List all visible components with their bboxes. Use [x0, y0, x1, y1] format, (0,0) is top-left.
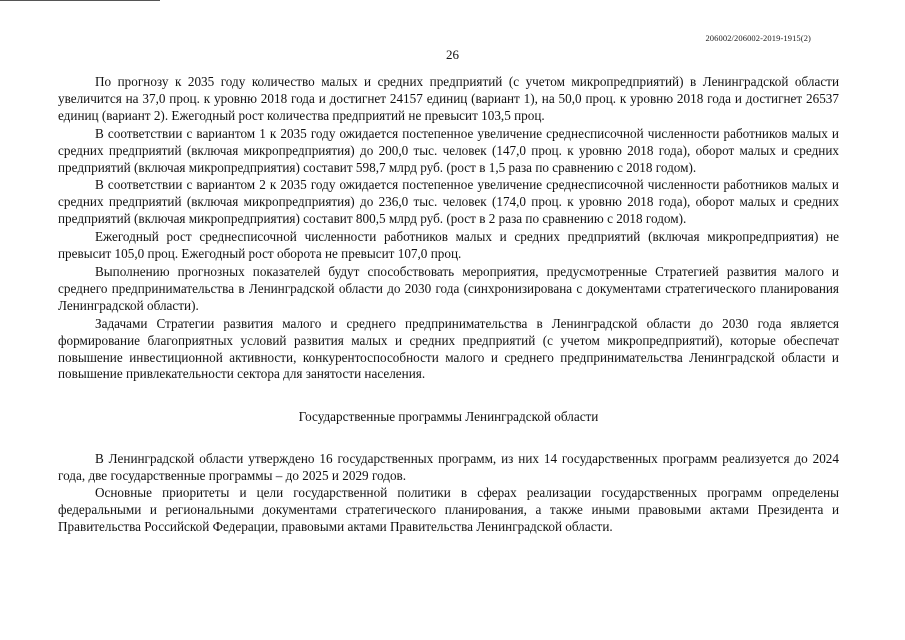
- document-id: 206002/206002-2019-1915(2): [705, 33, 811, 43]
- section-heading: Государственные программы Ленинградской области: [298, 409, 599, 425]
- paragraph-strategy-measures: Выполнению прогнозных показателей будут способствовать мероприятия, предусмотренные Стратегией развития малого и среднего предпринимательства в Ленинградской области до 2030 года (синхронизирована с документами стратегического планирования Ленинградской области).: [58, 263, 839, 313]
- paragraph-variant-2: В соответствии с вариантом 2 к 2035 году ожидается постепенное увеличение среднесписочной численности работников малых и средних предприятий (включая микропредприятия) до 236,0 тыс. человек (174,0 проц. к уровню 2018 года), оборот малых и средних предприятий (включая микропредприятия) составит 800,5 млрд руб. (рост в 2 раза по сравнению с 2018 годом).: [58, 177, 839, 227]
- page-number: 26: [446, 47, 459, 62]
- paragraph-strategy-tasks: Задачами Стратегии развития малого и среднего предпринимательства в Ленинградской области до 2030 года является формирование благоприятных условий развития малых и средних предприятий (с учетом микропредприятий), которые обеспечат повышение инвестиционной активности, конкурентоспособности малого и среднего предпринимательства Ленинградской области и повышение привлекательности сектора для занятости населения.: [58, 315, 839, 382]
- paragraph-priorities: Основные приоритеты и цели государственной политики в сферах реализации государственных программ определены федеральными и региональными документами стратегического планирования, а также иными правовыми актами Президента и Правительства Российской Федерации, правовыми актами Правительства Ленинградской области.: [58, 485, 839, 534]
- paragraph-annual-growth: Ежегодный рост среднесписочной численности работников малых и средних предприятий (включая микропредприятия) не превысит 105,0 проц. Ежегодный рост оборота не превысит 107,0 проц.: [58, 229, 839, 262]
- scan-edge-line: [0, 0, 160, 1]
- paragraph-variant-1: В соответствии с вариантом 1 к 2035 году ожидается постепенное увеличение среднесписочной численности работников малых и средних предприятий (включая микропредприятия) до 200,0 тыс. человек (147,0 проц. к уровню 2018 года), оборот малых и средних предприятий (включая микропредприятия) составит 598,7 млрд руб. (рост в 1,5 раза по сравнению с 2018 годом).: [58, 125, 839, 175]
- paragraph-state-programs: В Ленинградской области утверждено 16 государственных программ, из них 14 государственных программ реализуется до 2024 года, две государственные программы – до 2025 и 2029 годов.: [58, 451, 839, 484]
- paragraph-forecast-enterprises: По прогнозу к 2035 году количество малых и средних предприятий (с учетом микропредприятий) в Ленинградской области увеличится на 37,0 проц. к уровню 2018 года и достигнет 24157 единиц (вариант 1), на 50,0 проц. к уровню 2018 года и достигнет 26537 единиц (вариант 2). Ежегодный рост количества предприятий не превысит 103,5 проц.: [58, 74, 839, 123]
- document-body: [58, 74, 839, 536]
